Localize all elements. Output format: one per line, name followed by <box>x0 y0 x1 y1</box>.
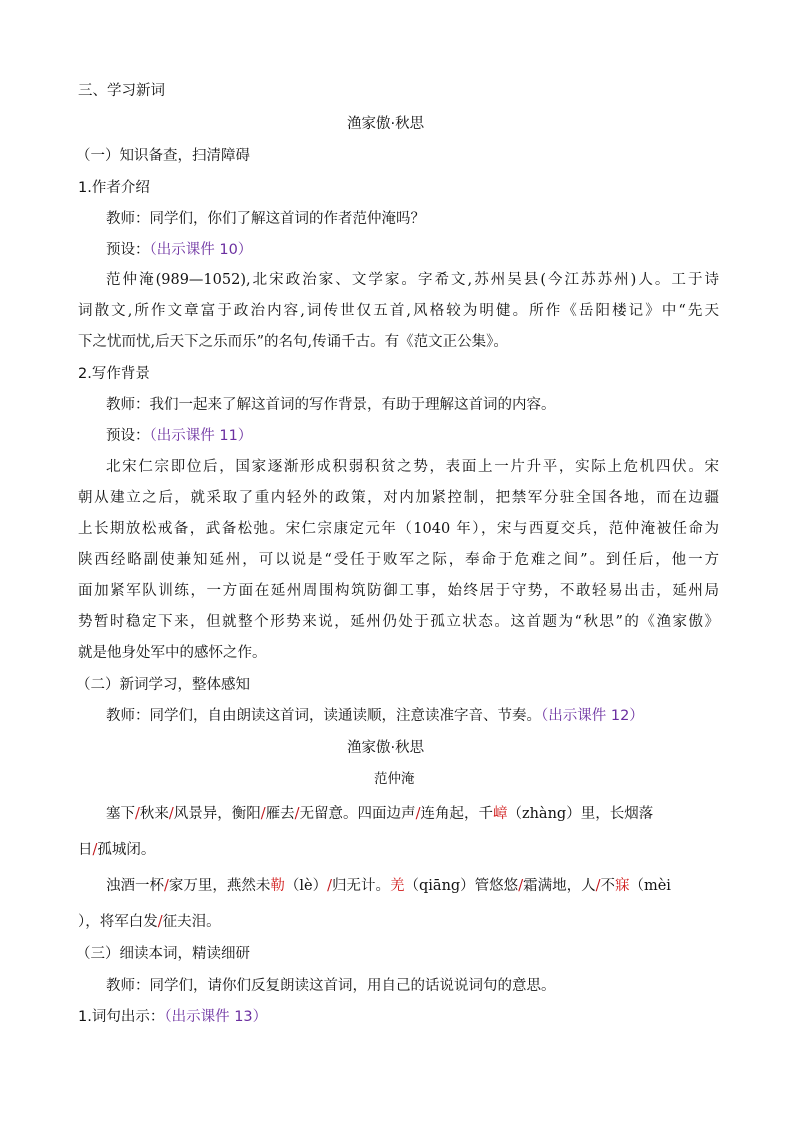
poem-text-segment: 征夫泪。 <box>162 914 221 930</box>
poem-text-segment: 秋来 <box>139 806 169 822</box>
poem-text-segment: （qiāng）管悠悠 <box>404 878 519 894</box>
background-line-7: 就是他身处军中的感怀之作。 <box>78 645 267 661</box>
author-heading: 1.作者介绍 <box>78 180 150 196</box>
rhythm-slash: / <box>135 806 140 822</box>
courseware-link-12[interactable]: （出示课件 12） <box>541 708 644 724</box>
background-preset-line <box>106 426 252 446</box>
poem-text-segment: （mèi <box>629 878 671 894</box>
item1-label: 1.词句出示： <box>78 1009 165 1025</box>
rhythm-slash: / <box>595 878 601 894</box>
background-line-1: 北宋仁宗即位后，国家逐渐形成积弱积贫之势，表面上一片升平，实际上危机四伏。宋 <box>106 459 719 475</box>
section-heading: 三、学习新词 <box>78 83 165 99</box>
poem-text-segment: 风景异，衡阳 <box>173 806 261 822</box>
background-line-2: 朝从建立之后，就采取了重内轻外的政策，对内加紧控制，把禁军分驻全国各地，而在边疆 <box>78 490 719 506</box>
poem-text-segment: 不 <box>600 878 615 894</box>
poem-stanza2-line2 <box>78 912 221 932</box>
poem-text-segment: 浊酒一杯 <box>106 878 164 894</box>
highlighted-character: 羌 <box>390 878 405 894</box>
rhythm-slash: / <box>415 806 421 822</box>
bio-line-1: 范仲淹(989—1052),北宋政治家、文学家。字希文,苏州吴县(今江苏苏州)人。工于诗 <box>106 272 719 288</box>
part1-heading: （一）知识备查，扫清障碍 <box>76 148 250 164</box>
poem-author: 范仲淹 <box>374 771 415 787</box>
rhythm-slash: / <box>327 878 332 894</box>
poem-text-segment: 日 <box>78 842 93 858</box>
rhythm-slash: / <box>294 806 300 822</box>
poem-text-segment: 连角起，千 <box>420 806 493 822</box>
rhythm-slash: / <box>164 878 169 894</box>
background-teacher-line: 教师：我们一起来了解这首词的写作背景，有助于理解这首词的内容。 <box>106 397 556 413</box>
highlighted-character: 勒 <box>270 878 285 894</box>
poem-title-centered: 渔家傲·秋思 <box>347 740 425 756</box>
poem-text-segment: 霜满地，人 <box>523 878 596 894</box>
background-line-6: 势暂时稳定下来，但就整个形势来说，延州仍处于孤立状态。这首题为“秋思”的《渔家傲》 <box>78 614 719 630</box>
author-teacher-line: 教师：同学们，你们了解这首词的作者范仲淹吗？ <box>106 211 425 227</box>
highlighted-character: 寐 <box>614 878 630 894</box>
bio-line-3: 下之忧而忧,后天下之乐而乐”的名句,传诵千古。有《范文正公集》。 <box>78 334 508 350</box>
poem-text-segment: 归无计。 <box>332 878 390 894</box>
rhythm-slash: / <box>168 806 174 822</box>
part3-heading: （三）细读本词，精读细研 <box>76 946 250 962</box>
rhythm-slash: / <box>260 806 266 822</box>
bio-line-2: 词散文,所作文章富于政治内容,词传世仅五首,风格较为明健。所作《岳阳楼记》中“先天 <box>78 303 719 319</box>
poem-text-segment: 孤城闭。 <box>97 842 156 858</box>
part2-teacher-line <box>106 706 644 726</box>
rhythm-slash: / <box>157 914 163 930</box>
courseware-link-11[interactable]: （出示课件 11） <box>149 428 253 444</box>
poem-text-segment: ），将军白发 <box>78 914 158 930</box>
poem-stanza1-line1 <box>106 804 653 824</box>
poem-text-segment: （zhàng）里，长烟落 <box>507 806 654 822</box>
background-line-5: 面加紧军队训练，一方面在延州周围构筑防御工事，始终居于守势，不敢轻易出击，延州局 <box>78 583 719 599</box>
author-preset-line <box>106 240 252 260</box>
background-line-3: 上长期放松戒备，武备松弛。宋仁宗康定元年（1040 年），宋与西夏交兵，范仲淹被任命为 <box>78 521 719 537</box>
part3-teacher-line: 教师：同学们，请你们反复朗读这首词，用自己的话说说词句的意思。 <box>106 978 556 994</box>
poem-text-segment: 家万里，燕然未 <box>168 878 271 894</box>
part2-heading: （二）新词学习，整体感知 <box>76 677 250 693</box>
poem-text-segment: （lè） <box>284 878 328 894</box>
background-heading: 2.写作背景 <box>78 366 150 382</box>
rhythm-slash: / <box>92 842 98 858</box>
poem-text-segment: 无留意。四面边声 <box>299 806 416 822</box>
preset-label: 预设： <box>106 428 150 444</box>
courseware-link-13[interactable]: （出示课件 13） <box>164 1009 268 1025</box>
teacher-text: 教师：同学们，自由朗读这首词，读通读顺，注意读准字音、节奏。 <box>106 708 541 724</box>
poem-text-segment: 雁去 <box>265 806 295 822</box>
background-line-4: 陕西经略副使兼知延州，可以说是“受任于败军之际，奉命于危难之间”。到任后，他一方 <box>78 552 719 568</box>
poem-stanza2-line1 <box>106 876 671 896</box>
preset-label: 预设： <box>106 242 150 258</box>
poem-stanza1-line2 <box>78 840 155 860</box>
poem-title: 渔家傲·秋思 <box>347 116 425 132</box>
rhythm-slash: / <box>518 878 524 894</box>
part3-item1-line <box>78 1007 267 1027</box>
courseware-link-10[interactable]: （出示课件 10） <box>149 242 253 258</box>
highlighted-character: 嶂 <box>492 806 508 822</box>
poem-text-segment: 塞下 <box>106 806 135 822</box>
